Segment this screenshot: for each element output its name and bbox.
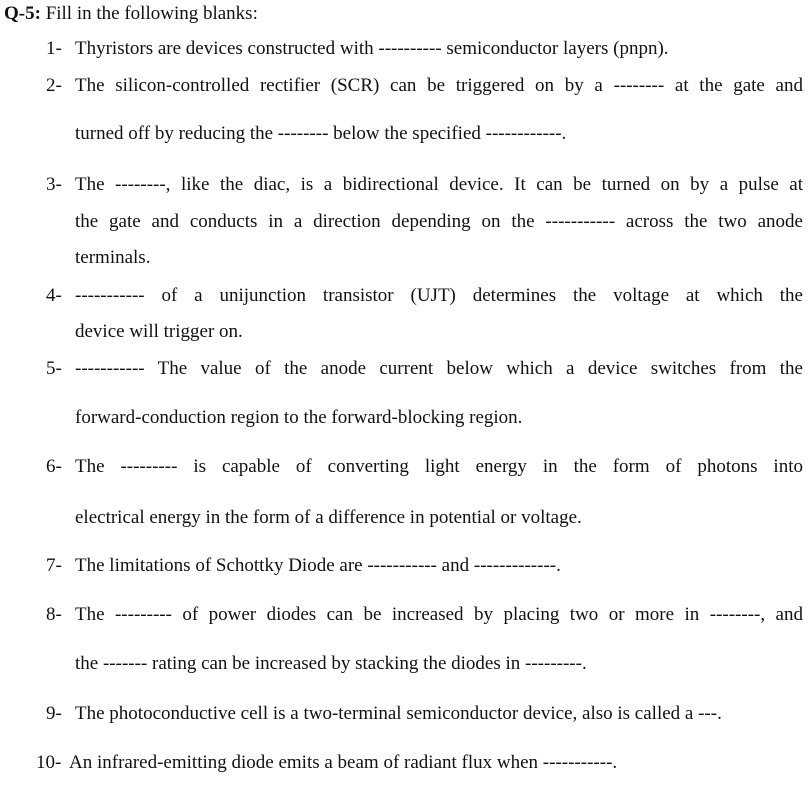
question-instruction: Fill in the following blanks: <box>45 3 258 24</box>
item-line: forward-conduction region to the forward-blocking region. <box>75 407 523 428</box>
item-number: 7- <box>46 555 62 576</box>
item-line: The silicon-controlled rectifier (SCR) can be triggered on by a -------- at the gate and <box>75 75 803 96</box>
item-number: 4- <box>46 285 62 306</box>
item-number: 9- <box>46 703 62 724</box>
item-number: 8- <box>46 604 62 625</box>
item-number: 5- <box>46 358 62 379</box>
item-number: 6- <box>46 456 62 477</box>
item-line: An infrared-emitting diode emits a beam of radiant flux when -----------. <box>69 752 618 773</box>
item-number: 3- <box>46 174 62 195</box>
item-line: The --------- is capable of converting light energy in the form of photons into <box>75 456 803 477</box>
item-line: The --------- of power diodes can be increased by placing two or more in --------, and <box>75 604 803 625</box>
item-line: device will trigger on. <box>75 321 243 342</box>
item-number: 2- <box>46 75 62 96</box>
question-label: Q-5: <box>4 3 41 24</box>
item-line: The photoconductive cell is a two-terminal semiconductor device, also is called a ---. <box>75 703 722 724</box>
item-line: ----------- The value of the anode current below which a device switches from the <box>75 358 803 379</box>
item-line: terminals. <box>75 247 151 268</box>
question-heading <box>4 2 258 26</box>
item-number: 1- <box>46 38 62 59</box>
item-line: the gate and conducts in a direction depending on the ----------- across the two anode <box>75 211 803 232</box>
item-line: the ------- rating can be increased by stacking the diodes in ---------. <box>75 653 587 674</box>
item-line: turned off by reducing the -------- below the specified ------------. <box>75 123 567 144</box>
item-line: Thyristors are devices constructed with ---------- semiconductor layers (pnpn). <box>75 38 669 59</box>
item-line: The limitations of Schottky Diode are ----------- and -------------. <box>75 555 561 576</box>
item-line: electrical energy in the form of a difference in potential or voltage. <box>75 507 582 528</box>
item-line: ----------- of a unijunction transistor (UJT) determines the voltage at which the <box>75 285 803 306</box>
item-number: 10- <box>36 752 62 773</box>
item-line: The --------, like the diac, is a bidirectional device. It can be turned on by a pulse at <box>75 174 803 195</box>
